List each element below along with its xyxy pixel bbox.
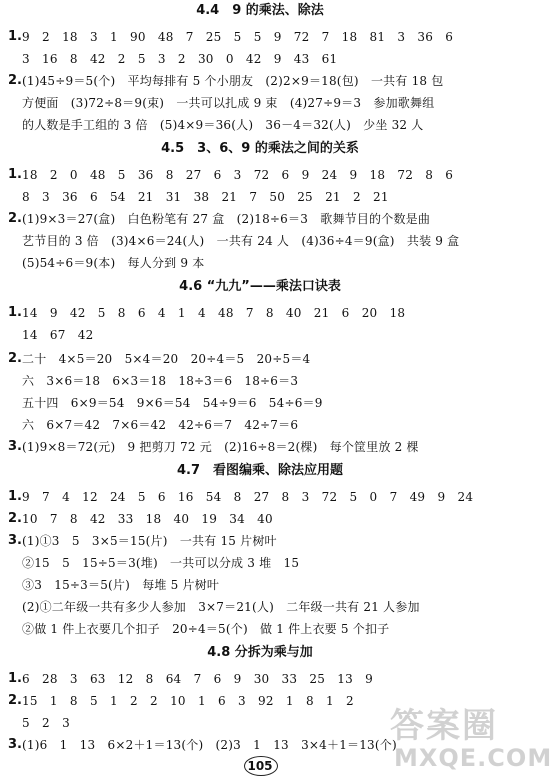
- answer-line: 9 2 18 3 1 90 48 7 25 5 5 9 72 7 18 81 3 36 6: [22, 30, 454, 44]
- answer-line: (1)45÷9＝5(个) 平均每排有 5 个小朋友 (2)2×9＝18(包) 一共有 18 包: [22, 74, 444, 88]
- answer-line: (1)9×3＝27(盒) 白色粉笔有 27 盒 (2)18÷6＝3 歌舞节目的个数是曲: [22, 212, 431, 226]
- answer-line: 18 2 0 48 5 36 8 27 6 3 72 6 9 24 9 18 72 8 6: [22, 168, 454, 182]
- section-title-4-7: 4.7 看图编乘、除法应用题: [176, 463, 344, 478]
- answer-line: ②做 1 件上衣要几个扣子 20÷4＝5(个) 做 1 件上衣要 5 个扣子: [22, 622, 390, 636]
- item-number: 3.: [8, 533, 22, 548]
- answer-line: ②15 5 15÷5＝3(堆) 一共可以分成 3 堆 15: [22, 556, 300, 570]
- answer-line: 方便面 (3)72÷8＝9(束) 一共可以扎成 9 束 (4)27÷9＝3 参加歌舞组: [22, 96, 435, 110]
- answer-line: 3 16 8 42 2 5 3 2 30 0 42 9 43 61: [22, 52, 338, 66]
- watermark-logo: [384, 698, 552, 774]
- answer-line: 二十 4×5＝20 5×4＝20 20÷4＝5 20÷5＝4: [22, 352, 311, 366]
- item-number: 1.: [8, 305, 22, 320]
- answer-line: (1)①3 5 3×5＝15(片) 一共有 15 片树叶: [22, 534, 277, 548]
- answer-line: (1)9×8＝72(元) 9 把剪刀 72 元 (2)16÷8＝2(棵) 每个筐里放 2 棵: [22, 440, 419, 454]
- watermark-en-text: MXQE.COM: [394, 744, 552, 772]
- answer-line: 14 67 42: [22, 328, 94, 342]
- answer-line: (1)6 1 13 6×2＋1＝13(个) (2)3 1 13 3×4＋1＝13(个): [22, 738, 397, 752]
- answer-line: 9 7 4 12 24 5 6 16 54 8 27 8 3 72 5 0 7 49 9 24: [22, 490, 474, 504]
- answer-line: 8 3 36 6 54 21 31 38 21 7 50 25 21 2 21: [22, 190, 389, 204]
- section-title-4-6: 4.6 “九九”——乘法口诀表: [179, 279, 341, 294]
- answer-line: (5)54÷6＝9(本) 每人分到 9 本: [22, 256, 205, 270]
- answer-line: 六 6×7＝42 7×6＝42 42÷6＝7 42÷7＝6: [22, 418, 299, 432]
- answer-line: 六 3×6＝18 6×3＝18 18÷3＝6 18÷6＝3: [22, 374, 299, 388]
- item-number: 1.: [8, 29, 22, 44]
- answer-line: 5 2 3: [22, 716, 70, 730]
- item-number: 1.: [8, 167, 22, 182]
- watermark-cn-text: 答案圈: [390, 706, 498, 746]
- item-number: 2.: [8, 351, 22, 366]
- section-title-4-5: 4.5 3、6、9 的乘法之间的关系: [161, 141, 359, 156]
- answer-line: 艺节目的 3 倍 (3)4×6＝24(人) 一共有 24 人 (4)36÷4＝9(盒) 共装 9 盒: [22, 234, 460, 248]
- item-number: 2.: [8, 211, 22, 226]
- answer-line: (2)①二年级一共有多少人参加 3×7＝21(人) 二年级一共有 21 人参加: [22, 600, 420, 614]
- item-number: 1.: [8, 671, 22, 686]
- answer-line: 10 7 8 42 33 18 40 19 34 40: [22, 512, 273, 526]
- item-number: 3.: [8, 737, 22, 752]
- item-number: 2.: [8, 693, 22, 708]
- answer-line: 五十四 6×9＝54 9×6＝54 54÷9＝6 54÷6＝9: [22, 396, 323, 410]
- item-number: 3.: [8, 439, 22, 454]
- answer-line: 15 1 8 5 1 2 2 10 1 6 3 92 1 8 1 2: [22, 694, 354, 708]
- page-number: 105: [236, 756, 284, 776]
- item-number: 2.: [8, 511, 22, 526]
- answer-line: 14 9 42 5 8 6 4 1 4 48 7 8 40 21 6 20 18: [22, 306, 406, 320]
- section-title-4-8: 4.8 分拆为乘与加: [207, 645, 313, 660]
- item-number: 1.: [8, 489, 22, 504]
- answer-line: 的人数是手工组的 3 倍 (5)4×9＝36(人) 36－4＝32(人) 少坐 32 人: [22, 118, 424, 132]
- item-number: 2.: [8, 73, 22, 88]
- section-title-4-4: 4.4 9 的乘法、除法: [196, 3, 324, 18]
- answer-line: ③3 15÷3＝5(片) 每堆 5 片树叶: [22, 578, 220, 592]
- answer-line: 6 28 3 63 12 8 64 7 6 9 30 33 25 13 9: [22, 672, 374, 686]
